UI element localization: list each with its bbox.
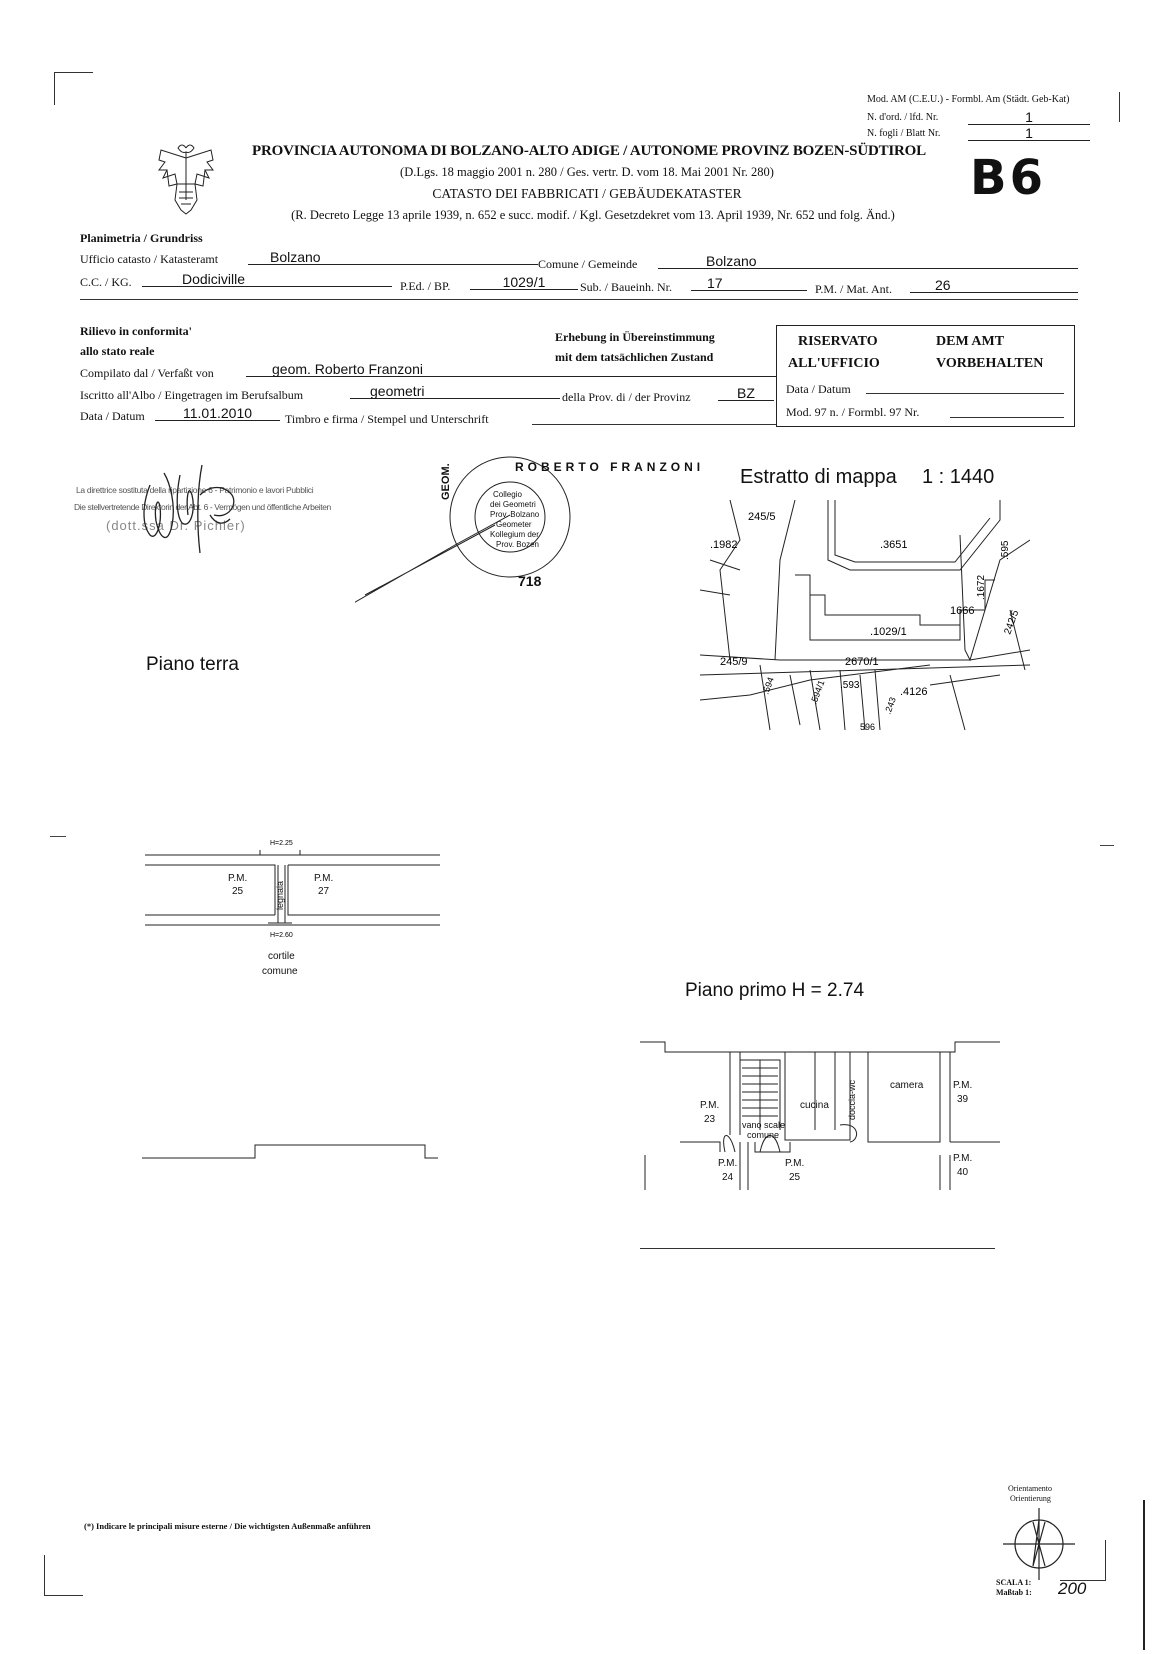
- room-camera: camera: [890, 1080, 924, 1091]
- round-stamp-inner3: Prov. Bolzano: [490, 510, 540, 519]
- svg-text:.243: .243: [882, 695, 898, 716]
- orientation-label2: Orientierung: [1010, 1494, 1051, 1503]
- comune-value: Bolzano: [658, 254, 1078, 269]
- nord-label: N. d'ord. / lfd. Nr.: [867, 112, 939, 123]
- prov-label: della Prov. di / der Provinz: [562, 390, 691, 404]
- compilato-value: geom. Roberto Franzoni: [246, 362, 776, 377]
- demamt-line2: VORBEHALTEN: [936, 356, 1044, 371]
- pm-40-num: 40: [957, 1167, 969, 1178]
- room-doccia: doccia-wc: [847, 1079, 857, 1120]
- header-line4: (R. Decreto Legge 13 aprile 1939, n. 652 e succ. modif. / Kgl. Gesetzdekret vom 13. April 1939, Nr. 652 und folg. Änd.): [291, 208, 895, 222]
- sub-value: 17: [691, 276, 807, 291]
- cortile-label: cortile: [268, 951, 295, 962]
- round-stamp-side: GEOM.: [440, 463, 452, 500]
- office-data-line: [866, 393, 1064, 394]
- svg-text:.594: .594: [760, 675, 776, 696]
- scala-label2: Maßtab 1:: [996, 1588, 1032, 1597]
- header-title: PROVINCIA AUTONOMA DI BOLZANO-ALTO ADIGE / AUTONOME PROVINZ BOZEN-SÜDTIROL: [252, 143, 926, 159]
- ground-pm-right: P.M.: [314, 873, 334, 884]
- data-label: Data / Datum: [80, 409, 145, 423]
- right-edge-line: [1143, 1500, 1145, 1650]
- svg-text:1666: 1666: [950, 605, 975, 617]
- first-floor-bottom-line: [640, 1248, 995, 1249]
- iscritto-label: Iscritto all'Albo / Eingetragen im Berufsalbum: [80, 388, 304, 402]
- rilievo-line2: allo stato reale: [80, 344, 155, 358]
- svg-text:596: 596: [860, 722, 876, 732]
- rilievo-line1: Rilievo in conformita': [80, 324, 192, 338]
- pm-23-label: P.M.: [700, 1100, 720, 1111]
- svg-text:.3651: .3651: [880, 539, 908, 551]
- svg-text:.4126: .4126: [900, 686, 928, 698]
- room-vano2: comune: [747, 1130, 780, 1140]
- stamp-line2: Die stellvertretende Direktorin der Abt. 6 - Vermögen und öffentliche Arbeiten: [74, 502, 331, 512]
- riservato-line2: ALL'UFFICIO: [788, 356, 880, 371]
- mod97-line: [950, 417, 1064, 418]
- left-dash: [50, 836, 66, 837]
- header-line3: CATASTO DEI FABBRICATI / GEBÄUDEKATASTER: [432, 186, 742, 201]
- ped-value: 1029/1: [470, 275, 578, 290]
- compilato-label: Compilato dal / Verfaßt von: [80, 366, 214, 380]
- room-cucina: cucina: [800, 1100, 829, 1111]
- office-data-label: Data / Datum: [786, 382, 851, 396]
- erhebung-line1: Erhebung in Übereinstimmung: [555, 330, 715, 344]
- planimetria-label: Planimetria / Grundriss: [80, 231, 203, 245]
- cc-label: C.C. / KG.: [80, 275, 132, 289]
- header-line2: (D.Lgs. 18 maggio 2001 n. 280 / Ges. vertr. D. vom 18. Mai 2001 Nr. 280): [400, 165, 774, 179]
- ground-pm-left-num: 25: [232, 886, 244, 897]
- pm-39-num: 39: [957, 1094, 969, 1105]
- corner-mark-bottom-left: [44, 1555, 83, 1596]
- round-stamp-inner2: dei Geometri: [490, 500, 536, 509]
- ground-floor-plan: [140, 835, 450, 950]
- round-stamp-inner4: Geometer: [496, 520, 532, 529]
- scala-value: 200: [1058, 1579, 1087, 1598]
- cc-value: Dodiciville: [142, 272, 392, 287]
- svg-text:.1672: .1672: [976, 574, 987, 600]
- comune-label: Comune / Gemeinde: [538, 257, 638, 271]
- svg-text:H=2.25: H=2.25: [270, 840, 293, 847]
- form-divider: [80, 299, 1078, 300]
- ufficio-label: Ufficio catasto / Katasteramt: [80, 252, 219, 266]
- ground-bottom-outline: [140, 1140, 440, 1170]
- ground-floor-title: Piano terra: [146, 654, 239, 675]
- stamp-line1: La direttrice sostituta della ripartizione 6 - Patrimonio e lavori Pubblici: [76, 485, 314, 495]
- svg-text:.593: .593: [840, 680, 860, 691]
- svg-text:242/5: 242/5: [1002, 608, 1022, 637]
- erhebung-line2: mit dem tatsächlichen Zustand: [555, 350, 714, 364]
- demamt-line1: DEM AMT: [936, 334, 1005, 349]
- pm-25-num: 25: [789, 1172, 801, 1183]
- timbro-label: Timbro e firma / Stempel und Unterschrift: [285, 412, 489, 426]
- pm-value: 26: [910, 278, 1078, 293]
- pm-24-label: P.M.: [718, 1158, 738, 1169]
- round-stamp-number: 718: [518, 573, 542, 589]
- comune-label-ground: comune: [262, 966, 298, 977]
- svg-text:245/5: 245/5: [748, 511, 776, 523]
- coat-of-arms-eagle: [155, 140, 217, 218]
- right-margin-line: [1119, 92, 1120, 122]
- room-vano1: vano scale: [742, 1120, 786, 1130]
- pm-25-label: P.M.: [785, 1158, 805, 1169]
- scala-label1: SCALA 1:: [996, 1578, 1032, 1587]
- svg-text:.594/1: .594/1: [808, 678, 827, 706]
- handwritten-code: B6: [970, 150, 1046, 206]
- pm-24-num: 24: [722, 1172, 734, 1183]
- ground-room-legnaia: legnaia: [275, 880, 285, 910]
- data-value: 11.01.2010: [155, 406, 280, 421]
- ground-pm-left: P.M.: [228, 873, 248, 884]
- nord-value: 1: [968, 110, 1090, 125]
- right-dash: [1100, 845, 1114, 846]
- svg-text:.1029/1: .1029/1: [870, 626, 907, 638]
- pm-label: P.M. / Mat. Ant.: [815, 282, 893, 296]
- mod-label: Mod. AM (C.E.U.) - Formbl. Am (Städt. Geb-Kat): [867, 94, 1070, 105]
- timbro-line: [532, 424, 776, 425]
- north-arrow-icon: [1003, 1508, 1075, 1580]
- nfogli-label: N. fogli / Blatt Nr.: [867, 128, 941, 139]
- map-extract: [700, 500, 1030, 750]
- mod97-label: Mod. 97 n. / Formbl. 97 Nr.: [786, 405, 920, 419]
- pm-39-label: P.M.: [953, 1080, 973, 1091]
- round-stamp: [355, 455, 605, 615]
- round-stamp-inner1: Collegio: [493, 490, 522, 499]
- signature-scribble: [120, 455, 260, 560]
- riservato-line1: RISERVATO: [798, 334, 878, 349]
- ground-pm-right-num: 27: [318, 886, 330, 897]
- orientation-label1: Orientamento: [1008, 1484, 1052, 1493]
- iscritto-value: geometri: [350, 384, 560, 399]
- corner-mark-top-left: [54, 72, 93, 105]
- ped-label: P.Ed. / BP.: [400, 279, 451, 293]
- svg-text:H=2.60: H=2.60: [270, 932, 293, 939]
- round-stamp-ring: ROBERTO FRANZONI: [515, 460, 705, 474]
- pm-23-num: 23: [704, 1114, 716, 1125]
- stamp-line3: (dott.ssa Dr. Pichler): [106, 518, 246, 533]
- sub-label: Sub. / Baueinh. Nr.: [580, 280, 672, 294]
- svg-text:.595: .595: [1000, 540, 1011, 560]
- ufficio-value: Bolzano: [248, 250, 538, 265]
- svg-text:.1982: .1982: [710, 539, 738, 551]
- round-stamp-inner5: Kollegium der: [490, 530, 539, 539]
- nfogli-value: 1: [968, 126, 1090, 141]
- footer-note: (*) Indicare le principali misure esterne / Die wichtigsten Außenmaße anführen: [84, 1521, 371, 1531]
- map-title: Estratto di mappa: [740, 466, 897, 488]
- pm-40-label: P.M.: [953, 1153, 973, 1164]
- round-stamp-inner6: Prov. Bozen: [496, 540, 539, 549]
- first-floor-title: Piano primo H = 2.74: [685, 980, 865, 1001]
- svg-text:245/9: 245/9: [720, 656, 748, 668]
- first-floor-plan: [640, 1030, 1000, 1195]
- map-scale: 1 : 1440: [922, 466, 995, 488]
- prov-value: BZ: [718, 386, 774, 401]
- svg-text:2670/1: 2670/1: [845, 656, 879, 668]
